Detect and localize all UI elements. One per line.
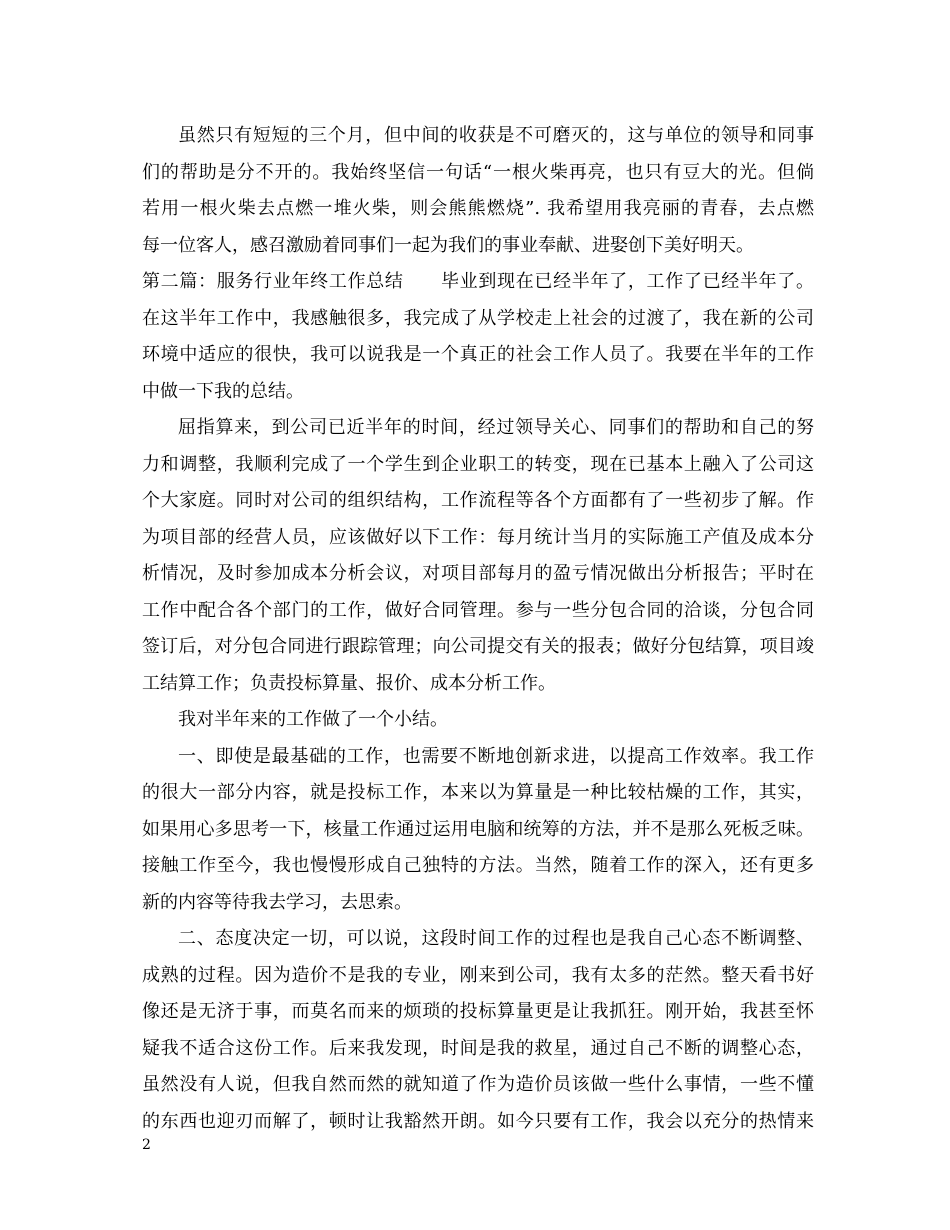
text-line: 第二篇：服务行业年终工作总结 毕业到现在已经半年了，工作了已经半年了。 [142, 271, 814, 292]
text-line: 签订后，对分包合同进行跟踪管理；向公司提交有关的报表；做好分包结算，项目竣 [142, 636, 814, 657]
text-line: 像还是无济于事，而莫名而来的烦琐的投标算量更是让我抓狂。刚开始，我甚至怀 [142, 1001, 814, 1022]
text-line: 接触工作至今，我也慢慢形成自己独特的方法。当然，随着工作的深入，还有更多 [142, 855, 814, 876]
text-line: 虽然没有人说，但我自然而然的就知道了作为造价员该做一些什么事情，一些不懂 [142, 1074, 814, 1095]
text-line: 环境中适应的很快，我可以说我是一个真正的社会工作人员了。我要在半年的工作 [142, 344, 814, 365]
text-line: 在这半年工作中，我感触很多，我完成了从学校走上社会的过渡了，我在新的公司 [142, 307, 814, 329]
text-line: 力和调整，我顺利完成了一个学生到企业职工的转变，现在已基本上融入了公司这 [142, 453, 814, 475]
text-line: 新的内容等待我去学习，去思索。 [142, 891, 412, 913]
text-line: 我对半年来的工作做了一个小结。 [178, 709, 448, 730]
text-line: 每一位客人，感召激励着同事们一起为我们的事业奉献、进娶创下美好明天。 [142, 234, 754, 256]
text-line: 如果用心多思考一下，核量工作通过运用电脑和统筹的方法，并不是那么死板乏味。 [142, 818, 814, 840]
text-line: 的很大一部分内容，就是投标工作，本来以为算量是一种比较枯燥的工作，其实， [142, 782, 814, 803]
text-line: 个大家庭。同时对公司的组织结构，工作流程等各个方面都有了一些初步了解。作 [142, 490, 814, 511]
text-line: 二、态度决定一切，可以说，这段时间工作的过程也是我自己心态不断调整、 [178, 928, 814, 949]
text-line: 屈指算来，到公司已近半年的时间，经过领导关心、同事们的帮助和自己的努 [178, 417, 814, 438]
text-line: 疑我不适合这份工作。后来我发现，时间是我的救星，通过自己不断的调整心态， [142, 1037, 814, 1059]
text-line: 虽然只有短短的三个月，但中间的收获是不可磨灭的，这与单位的领导和同事 [178, 125, 814, 146]
text-line: 工结算工作；负责投标算量、报价、成本分析工作。 [142, 672, 556, 694]
text-line: 的东西也迎刃而解了，顿时让我豁然开朗。如今只要有工作，我会以充分的热情来 [142, 1110, 814, 1132]
page-number: 2 [142, 1137, 151, 1153]
text-line: 中做一下我的总结。 [142, 380, 304, 402]
text-line: 析情况，及时参加成本分析会议，对项目部每月的盈亏情况做出分析报告；平时在 [142, 563, 814, 584]
text-line: 若用一根火柴去点燃一堆火柴，则会熊熊燃烧”. 我希望用我亮丽的青春，去点燃 [142, 198, 814, 219]
text-line: 工作中配合各个部门的工作，做好合同管理。参与一些分包合同的洽谈，分包合同 [142, 599, 814, 621]
text-line: 们的帮助是分不开的。我始终坚信一句话“一根火柴再亮，也只有豆大的光。但倘 [142, 161, 814, 183]
text-line: 为项目部的经营人员，应该做好以下工作：每月统计当月的实际施工产值及成本分 [142, 526, 814, 548]
document-body [142, 118, 814, 1140]
text-line: 一、即使是最基础的工作，也需要不断地创新求进，以提高工作效率。我工作 [178, 745, 814, 767]
text-line: 成熟的过程。因为造价不是我的专业，刚来到公司，我有太多的茫然。整天看书好 [142, 964, 814, 986]
